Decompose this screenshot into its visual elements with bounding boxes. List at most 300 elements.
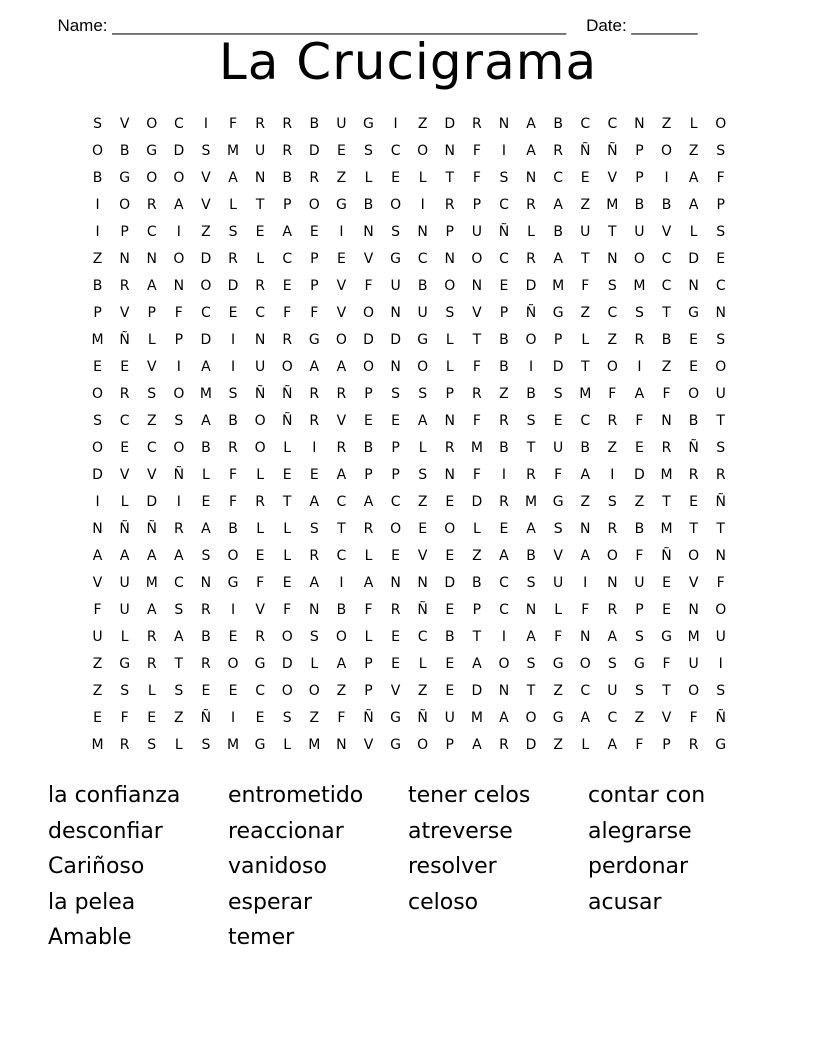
grid-letter: F — [228, 467, 238, 483]
grid-letter: L — [364, 170, 373, 186]
grid-letter: R — [444, 197, 455, 213]
word-list-item: celoso — [408, 889, 479, 915]
grid-letter: R — [336, 386, 347, 402]
grid-letter: F — [581, 602, 590, 618]
grid-letter: L — [445, 332, 454, 348]
grid-letter: G — [552, 656, 564, 672]
grid-letter: S — [391, 224, 401, 240]
grid-letter: E — [282, 278, 292, 294]
grid-letter: V — [119, 467, 130, 483]
grid-letter: T — [580, 359, 590, 375]
grid-letter: T — [255, 197, 265, 213]
grid-letter: R — [309, 170, 320, 186]
grid-letter: Z — [607, 332, 618, 348]
grid-letter: F — [256, 575, 265, 591]
grid-letter: D — [173, 143, 185, 159]
grid-letter: B — [228, 413, 238, 429]
grid-letter: G — [417, 332, 429, 348]
grid-letter: E — [309, 224, 319, 240]
grid-letter: Z — [472, 548, 482, 564]
grid-letter: A — [526, 629, 536, 645]
grid-letter: B — [228, 521, 238, 537]
grid-letter: I — [501, 467, 507, 483]
grid-letter: S — [201, 548, 211, 564]
grid-letter: C — [607, 305, 618, 321]
grid-letter: F — [472, 359, 481, 375]
grid-letter: B — [417, 278, 428, 294]
grid-letter: Ñ — [363, 710, 374, 726]
grid-letter: N — [525, 602, 537, 618]
grid-letter: Z — [146, 413, 157, 429]
grid-letter: R — [553, 143, 563, 159]
grid-letter: S — [716, 440, 726, 456]
grid-letter: R — [444, 440, 455, 456]
grid-letter: B — [580, 440, 591, 456]
grid-letter: B — [444, 629, 455, 645]
grid-letter: L — [202, 467, 210, 483]
grid-letter: I — [176, 494, 181, 510]
grid-letter: M — [308, 737, 321, 753]
grid-row — [84, 624, 734, 651]
grid-letter: C — [201, 305, 211, 321]
grid-letter: E — [499, 278, 509, 294]
grid-letter: E — [391, 629, 400, 645]
grid-letter: Z — [661, 116, 672, 132]
grid-letter: Ñ — [146, 521, 157, 537]
grid-letter: A — [336, 467, 347, 483]
grid-letter: D — [308, 143, 320, 159]
grid-letter: G — [390, 251, 401, 267]
grid-letter: O — [92, 386, 104, 402]
grid-letter: A — [282, 224, 292, 240]
grid-letter: F — [120, 710, 129, 726]
grid-letter: A — [363, 494, 374, 510]
grid-letter: C — [146, 440, 157, 456]
grid-letter: Z — [417, 494, 428, 510]
grid-letter: A — [92, 548, 103, 564]
grid-letter: F — [554, 467, 563, 483]
grid-letter: A — [201, 413, 211, 429]
word-list-item: desconfiar — [48, 818, 163, 844]
grid-letter: G — [335, 197, 347, 213]
grid-letter: N — [715, 548, 726, 564]
grid-letter: E — [147, 710, 157, 726]
grid-letter: A — [472, 656, 482, 672]
word-list-item: contar con — [588, 783, 706, 808]
grid-letter: T — [662, 683, 671, 699]
grid-letter: D — [688, 251, 699, 267]
grid-letter: A — [146, 602, 157, 618]
grid-letter: V — [336, 305, 347, 321]
grid-letter: E — [201, 683, 211, 699]
grid-letter: E — [336, 251, 346, 267]
grid-letter: F — [310, 305, 319, 321]
grid-letter: Ñ — [715, 710, 726, 726]
grid-letter: P — [445, 386, 454, 402]
grid-row — [84, 516, 734, 543]
grid-letter: A — [499, 548, 509, 564]
grid-letter: L — [527, 224, 535, 240]
grid-letter: P — [635, 170, 644, 186]
grid-letter: A — [472, 737, 482, 753]
grid-letter: I — [583, 575, 588, 591]
grid-letter: R — [309, 548, 320, 564]
grid-letter: Z — [688, 143, 699, 159]
grid-letter: M — [606, 197, 619, 213]
grid-letter: N — [200, 575, 212, 591]
grid-letter: I — [501, 629, 507, 645]
grid-letter: G — [552, 710, 564, 726]
grid-letter: A — [580, 710, 591, 726]
grid-letter: U — [688, 656, 699, 672]
grid-letter: A — [607, 629, 618, 645]
grid-letter: N — [688, 278, 699, 294]
grid-letter: N — [715, 305, 726, 321]
grid-letter: R — [228, 251, 238, 267]
grid-letter: E — [228, 683, 238, 699]
grid-letter: N — [444, 413, 455, 429]
grid-letter: Z — [634, 494, 645, 510]
grid-letter: P — [499, 305, 509, 321]
grid-letter: A — [499, 710, 509, 726]
grid-letter: R — [526, 251, 536, 267]
grid-letter: A — [201, 521, 211, 537]
grid-letter: R — [282, 116, 293, 132]
grid-letter: V — [661, 710, 672, 726]
grid-letter: A — [309, 359, 320, 375]
grid-letter: U — [607, 683, 618, 699]
grid-letter: N — [688, 602, 699, 618]
grid-letter: F — [364, 602, 373, 618]
grid-letter: R — [688, 737, 699, 753]
grid-letter: V — [417, 548, 428, 564]
grid-letter: Ñ — [607, 143, 618, 159]
grid-letter: U — [553, 575, 564, 591]
grid-letter: I — [230, 710, 236, 726]
grid-letter: B — [553, 224, 563, 240]
grid-row — [84, 732, 734, 759]
grid-letter: I — [176, 359, 181, 375]
grid-letter: T — [662, 494, 671, 510]
grid-letter: R — [309, 386, 320, 402]
grid-letter: C — [499, 251, 509, 267]
grid-letter: M — [470, 710, 483, 726]
grid-row — [84, 408, 734, 435]
word-list-item: tener celos — [408, 783, 531, 808]
grid-letter: C — [282, 251, 293, 267]
grid-letter: V — [607, 170, 618, 186]
grid-letter: S — [553, 521, 563, 537]
grid-letter: A — [174, 629, 184, 645]
grid-row — [84, 705, 734, 732]
grid-letter: P — [364, 683, 373, 699]
grid-letter: C — [255, 305, 265, 321]
word-list-item: entrometido — [228, 783, 364, 808]
grid-letter: V — [201, 197, 211, 213]
grid-letter: N — [634, 116, 645, 132]
grid-letter: S — [228, 224, 238, 240]
grid-letter: P — [472, 602, 482, 618]
grid-letter: G — [552, 305, 564, 321]
grid-letter: P — [364, 386, 373, 402]
grid-letter: Z — [607, 440, 618, 456]
grid-letter: E — [120, 359, 130, 375]
grid-letter: F — [608, 386, 617, 402]
grid-row — [84, 381, 734, 408]
grid-letter: C — [661, 251, 672, 267]
grid-letter: S — [445, 305, 455, 321]
grid-letter: A — [228, 170, 238, 186]
grid-letter: N — [390, 359, 401, 375]
grid-letter: N — [417, 575, 428, 591]
grid-letter: M — [145, 575, 158, 591]
grid-letter: U — [92, 629, 103, 645]
grid-letter: F — [228, 494, 238, 510]
grid-letter: E — [391, 170, 400, 186]
grid-letter: G — [715, 737, 727, 753]
grid-letter: O — [308, 197, 320, 213]
grid-letter: P — [364, 656, 373, 672]
grid-letter: N — [254, 332, 266, 348]
grid-letter: T — [282, 494, 292, 510]
grid-letter: L — [120, 629, 129, 645]
grid-letter: R — [119, 386, 130, 402]
grid-letter: P — [310, 278, 319, 294]
grid-letter: O — [335, 629, 347, 645]
grid-letter: D — [471, 494, 483, 510]
grid-letter: D — [525, 737, 537, 753]
grid-letter: U — [634, 224, 645, 240]
grid-letter: I — [420, 197, 425, 213]
grid-letter: S — [174, 683, 184, 699]
grid-letter: I — [610, 467, 615, 483]
grid-letter: N — [254, 170, 266, 186]
grid-row — [84, 138, 734, 165]
grid-letter: T — [689, 521, 698, 537]
grid-letter: Z — [553, 683, 563, 699]
grid-letter: P — [445, 224, 454, 240]
grid-letter: S — [174, 602, 184, 618]
grid-letter: Z — [201, 224, 211, 240]
grid-letter: A — [336, 359, 347, 375]
grid-row — [84, 327, 734, 354]
grid-letter: L — [418, 440, 427, 456]
grid-letter: B — [119, 143, 130, 159]
grid-letter: T — [337, 521, 346, 537]
grid-letter: E — [255, 548, 265, 564]
grid-letter: O — [146, 170, 158, 186]
grid-letter: B — [282, 170, 292, 186]
grid-row — [84, 111, 734, 138]
grid-letter: N — [498, 683, 510, 699]
grid-letter: N — [444, 251, 455, 267]
grid-letter: M — [226, 143, 240, 159]
grid-letter: R — [390, 602, 401, 618]
grid-letter: O — [498, 656, 510, 672]
grid-letter: P — [364, 467, 373, 483]
grid-letter: G — [146, 143, 158, 159]
grid-letter: R — [607, 602, 618, 618]
grid-letter: L — [174, 737, 183, 753]
grid-letter: Ñ — [715, 494, 726, 510]
grid-letter: E — [120, 440, 130, 456]
grid-letter: A — [607, 737, 618, 753]
grid-letter: R — [228, 440, 238, 456]
grid-letter: D — [227, 278, 239, 294]
grid-letter: M — [660, 467, 673, 483]
grid-letter: R — [119, 737, 130, 753]
grid-letter: I — [95, 494, 100, 510]
grid-letter: F — [283, 305, 292, 321]
grid-letter: O — [688, 386, 700, 402]
grid-letter: Z — [92, 683, 103, 699]
grid-letter: G — [552, 494, 564, 510]
grid-letter: E — [418, 521, 428, 537]
grid-letter: L — [689, 116, 698, 132]
grid-letter: U — [634, 575, 645, 591]
grid-letter: S — [282, 710, 292, 726]
grid-letter: L — [283, 440, 292, 456]
grid-letter: S — [364, 143, 373, 159]
grid-letter: B — [201, 440, 211, 456]
grid-letter: Z — [499, 386, 509, 402]
grid-letter: N — [390, 305, 401, 321]
grid-letter: U — [580, 224, 591, 240]
grid-letter: F — [716, 575, 725, 591]
grid-letter: R — [499, 413, 509, 429]
grid-letter: Z — [580, 305, 591, 321]
grid-letter: R — [526, 467, 536, 483]
grid-letter: Z — [309, 710, 320, 726]
grid-letter: T — [526, 440, 536, 456]
grid-letter: Ñ — [281, 413, 293, 429]
grid-letter: G — [227, 575, 239, 591]
grid-letter: C — [417, 629, 428, 645]
grid-letter: O — [715, 116, 727, 132]
grid-letter: S — [228, 386, 238, 402]
grid-letter: D — [92, 467, 103, 483]
grid-letter: O — [227, 548, 239, 564]
grid-row — [84, 651, 734, 678]
grid-letter: F — [228, 116, 238, 132]
grid-letter: B — [472, 575, 482, 591]
grid-letter: M — [470, 440, 483, 456]
grid-letter: L — [120, 494, 129, 510]
grid-letter: O — [146, 116, 158, 132]
grid-letter: Ñ — [417, 710, 428, 726]
grid-letter: M — [525, 494, 538, 510]
grid-letter: I — [203, 116, 208, 132]
word-list-item: reaccionar — [228, 818, 344, 844]
grid-letter: A — [119, 548, 130, 564]
grid-row — [84, 192, 734, 219]
grid-letter: I — [339, 224, 344, 240]
grid-row — [84, 543, 734, 570]
grid-letter: C — [715, 278, 726, 294]
grid-letter: I — [718, 656, 723, 672]
grid-letter: V — [363, 251, 374, 267]
grid-letter: I — [312, 440, 317, 456]
grid-letter: D — [146, 494, 158, 510]
grid-letter: E — [634, 440, 644, 456]
grid-letter: L — [445, 359, 454, 375]
name-label: Name: ________________________________________________ — [57, 16, 567, 35]
grid-letter: D — [634, 467, 645, 483]
grid-row — [84, 570, 734, 597]
grid-letter: A — [688, 170, 699, 186]
grid-letter: V — [661, 224, 672, 240]
grid-letter: O — [633, 251, 645, 267]
grid-letter: N — [390, 575, 401, 591]
grid-letter: V — [336, 278, 347, 294]
grid-letter: P — [445, 737, 454, 753]
grid-letter: E — [689, 494, 699, 510]
grid-letter: Ñ — [281, 386, 293, 402]
grid-letter: O — [390, 197, 402, 213]
grid-letter: O — [254, 413, 266, 429]
grid-row — [84, 435, 734, 462]
grid-letter: T — [472, 629, 482, 645]
grid-letter: R — [499, 494, 509, 510]
grid-letter: U — [336, 116, 347, 132]
word-list-item: temer — [228, 925, 295, 950]
grid-letter: C — [607, 116, 618, 132]
grid-letter: C — [336, 548, 347, 564]
grid-letter: B — [499, 359, 509, 375]
word-list-item: alegrarse — [588, 818, 692, 844]
grid-letter: O — [525, 710, 537, 726]
grid-letter: O — [715, 602, 727, 618]
letter-grid — [84, 111, 734, 759]
grid-letter: B — [688, 413, 699, 429]
grid-letter: R — [471, 116, 482, 132]
grid-letter: O — [606, 359, 618, 375]
grid-letter: F — [283, 602, 292, 618]
grid-letter: V — [255, 602, 265, 618]
grid-letter: B — [553, 116, 563, 132]
grid-letter: L — [256, 467, 265, 483]
grid-letter: O — [119, 197, 131, 213]
grid-letter: R — [499, 737, 509, 753]
grid-letter: F — [635, 413, 644, 429]
grid-letter: I — [501, 143, 507, 159]
grid-letter: T — [445, 170, 455, 186]
grid-letter: R — [201, 656, 211, 672]
grid-letter: S — [607, 278, 617, 294]
grid-letter: C — [553, 170, 564, 186]
grid-letter: Z — [553, 737, 563, 753]
grid-letter: G — [254, 737, 266, 753]
grid-letter: E — [255, 224, 265, 240]
grid-letter: L — [472, 521, 481, 537]
grid-letter: A — [336, 656, 347, 672]
grid-letter: B — [661, 197, 672, 213]
grid-letter: O — [281, 359, 293, 375]
grid-row — [84, 219, 734, 246]
grid-letter: S — [93, 413, 102, 429]
grid-letter: S — [634, 683, 644, 699]
grid-letter: L — [364, 629, 373, 645]
grid-letter: O — [390, 521, 402, 537]
grid-letter: F — [364, 278, 373, 294]
grid-letter: Ñ — [579, 143, 591, 159]
grid-letter: C — [417, 251, 428, 267]
grid-letter: R — [715, 467, 726, 483]
grid-letter: U — [715, 629, 726, 645]
grid-letter: I — [95, 224, 100, 240]
grid-letter: Ñ — [200, 710, 212, 726]
grid-letter: B — [92, 278, 103, 294]
